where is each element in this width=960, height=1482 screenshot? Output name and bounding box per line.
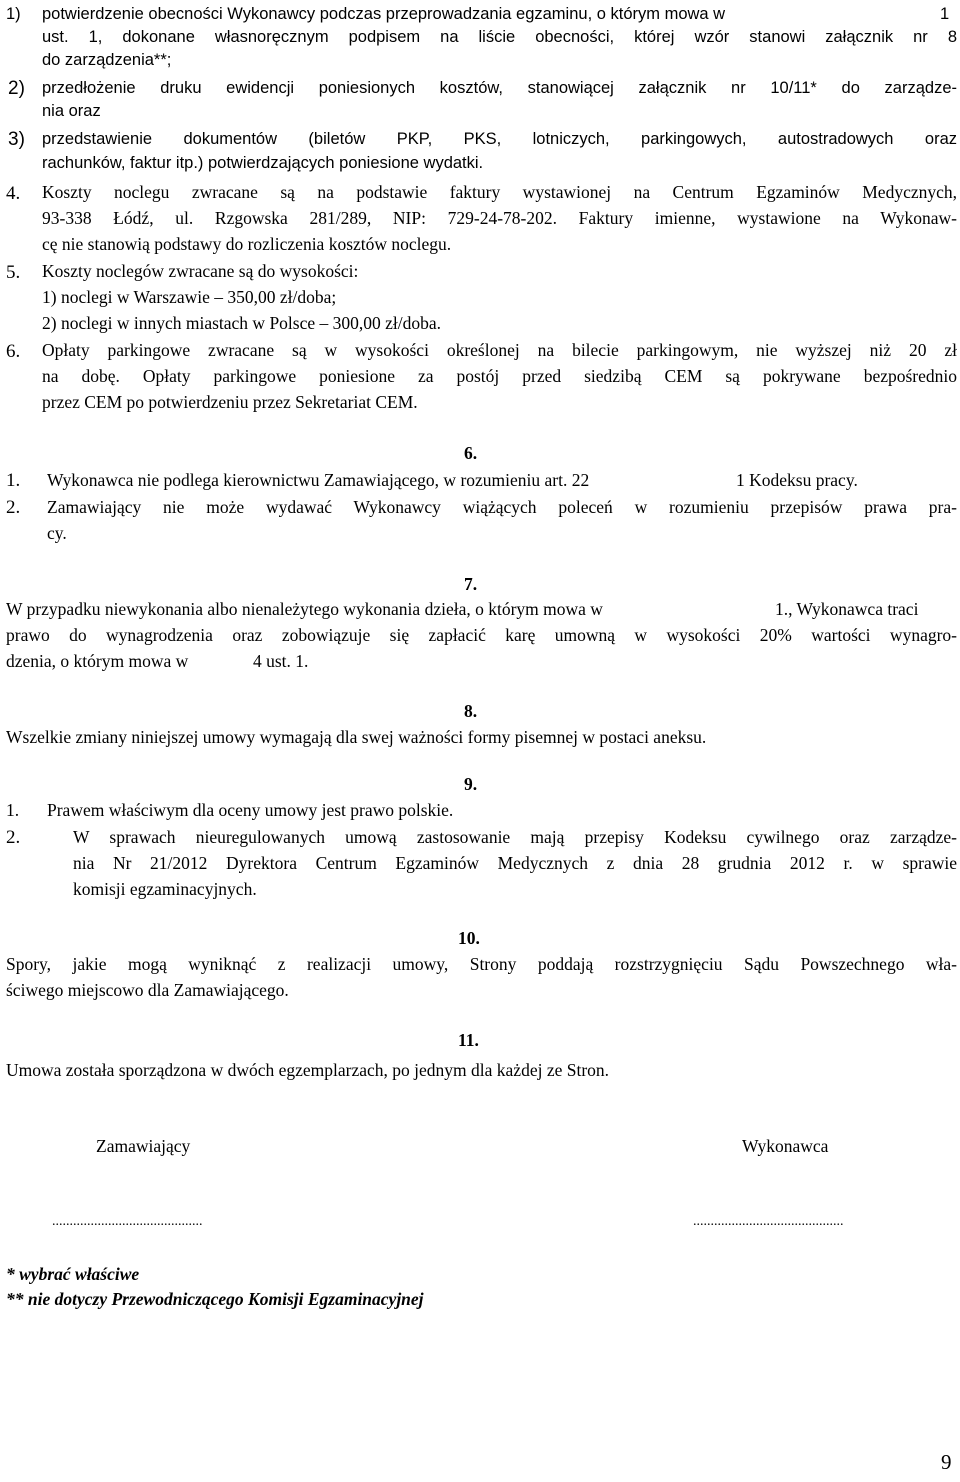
list-number: 3) — [8, 129, 25, 150]
paragraph-line: 93-338 Łódź, ul. Rzgowska 281/289, NIP: 729-24-78-202. Faktury imienne, wystawione na Wykonaw- — [42, 208, 957, 228]
paragraph-line: nia Nr 21/2012 Dyrektora Centrum Egzaminów Medycznych z dnia 28 grudnia 2012 r. w sprawie — [73, 853, 957, 873]
section-number: 9. — [464, 774, 478, 794]
signature-label-contractor: Wykonawca — [742, 1136, 829, 1156]
item-line: potwierdzenie obecności Wykonawcy podczas przeprowadzania egzaminu, o którym mowa w — [42, 5, 726, 23]
paragraph-line: komisji egzaminacyjnych. — [73, 879, 257, 899]
paragraph-line: W przypadku niewykonania albo nienależytego wykonania dzieła, o którym mowa w — [6, 599, 603, 619]
item-line: przedstawienie dokumentów (biletów PKP, PKS, lotniczych, parkingowych, autostradowych oraz — [42, 130, 957, 148]
paragraph-line: cy. — [47, 523, 67, 543]
signature-line-contracting-party: ........................................... — [52, 1214, 203, 1229]
item-line: ust. 1, dokonane własnoręcznym podpisem na liście obecności, której wzór stanowi załącznik nr 8 — [42, 28, 957, 46]
paragraph-line: Koszty noclegów zwracane są do wysokości: — [42, 261, 359, 281]
footnote: * wybrać właściwe — [6, 1264, 140, 1284]
point-number: 1. — [6, 800, 20, 820]
paragraph-line: 4 ust. 1. — [253, 651, 309, 671]
item-line: nia oraz — [42, 102, 101, 120]
paragraph-line: Umowa została sporządzona w dwóch egzemplarzach, po jednym dla każdej ze Stron. — [6, 1060, 610, 1080]
paragraph-line: przez CEM po potwierdzeniu przez Sekretariat CEM. — [42, 392, 418, 412]
paragraph-line: prawo do wynagrodzenia oraz zobowiązuje się zapłacić karę umowną w wysokości 20% wartości wynagro- — [6, 625, 957, 645]
section-heading — [464, 576, 477, 594]
paragraph-line: Opłaty parkingowe zwracane są w wysokości określonej na bilecie parkingowym, nie wyższej niż 20 zł — [42, 340, 957, 360]
point-number: 5. — [6, 262, 21, 283]
section-heading — [458, 1032, 479, 1050]
section-heading — [464, 445, 477, 463]
section-heading — [464, 703, 477, 721]
point-number: 4. — [6, 183, 21, 204]
section-number: 7. — [464, 574, 478, 594]
item-line: przedłożenie druku ewidencji poniesionych kosztów, stanowiącej załącznik nr 10/11* do zarządze- — [42, 79, 957, 97]
section-heading — [464, 776, 477, 794]
point-number: 2. — [6, 827, 21, 848]
paragraph-line-end: 1., Wykonawca traci — [775, 599, 919, 619]
signature-line-contractor: ........................................... — [693, 1214, 844, 1229]
section-number: 6. — [464, 443, 478, 463]
paragraph-line: dzenia, o którym mowa w — [6, 651, 189, 671]
page-number: 9 — [941, 1450, 952, 1474]
item-line: rachunków, faktur itp.) potwierdzających poniesione wydatki. — [42, 154, 484, 172]
point-number: 6. — [6, 341, 21, 362]
paragraph-line: Koszty noclegu zwracane są na podstawie faktury wystawionej na Centrum Egzaminów Medycznych, — [42, 182, 957, 202]
paragraph-line: Spory, jakie mogą wyniknąć z realizacji umowy, Strony poddają rozstrzygnięciu Sądu Powszechnego wła- — [6, 954, 957, 974]
section-number: 11. — [458, 1030, 479, 1050]
paragraph-line: Wszelkie zmiany niniejszej umowy wymagają dla swej ważności formy pisemnej w postaci aneksu. — [6, 727, 707, 747]
list-number: 2) — [8, 78, 25, 99]
paragraph-line: W sprawach nieuregulowanych umową zastosowanie mają przepisy Kodeksu cywilnego oraz zarządze- — [73, 827, 957, 847]
paragraph-line: 2) noclegi w innych miastach w Polsce – 300,00 zł/doba. — [42, 313, 442, 333]
paragraph-line: Zamawiający nie może wydawać Wykonawcy wiążących poleceń w rozumieniu przepisów prawa pra- — [47, 497, 957, 517]
list-number: 1) — [6, 5, 21, 23]
section-number: 10. — [458, 928, 480, 948]
item-line-end: 1 — [940, 5, 950, 23]
signature-label-contracting-party: Zamawiający — [96, 1136, 191, 1156]
paragraph-line: Wykonawca nie podlega kierownictwu Zamawiającego, w rozumieniu art. 22 — [47, 470, 590, 490]
paragraph-line: cę nie stanowią podstawy do rozliczenia kosztów noclegu. — [42, 234, 452, 254]
section-heading — [458, 930, 480, 948]
item-line: do zarządzenia**; — [42, 51, 172, 69]
paragraph-line: na dobę. Opłaty parkingowe poniesione za postój przed siedzibą CEM są pokrywane bezpośrednio — [42, 366, 957, 386]
paragraph-line: ściwego miejscowo dla Zamawiającego. — [6, 980, 289, 1000]
section-number: 8. — [464, 701, 478, 721]
paragraph-line: Prawem właściwym dla oceny umowy jest prawo polskie. — [47, 800, 454, 820]
footnote: ** nie dotyczy Przewodniczącego Komisji Egzaminacyjnej — [6, 1289, 424, 1309]
paragraph-line-end: 1 Kodeksu pracy. — [736, 470, 858, 490]
point-number: 2. — [6, 497, 21, 518]
point-number: 1. — [6, 470, 21, 491]
paragraph-line: 1) noclegi w Warszawie – 350,00 zł/doba; — [42, 287, 337, 307]
